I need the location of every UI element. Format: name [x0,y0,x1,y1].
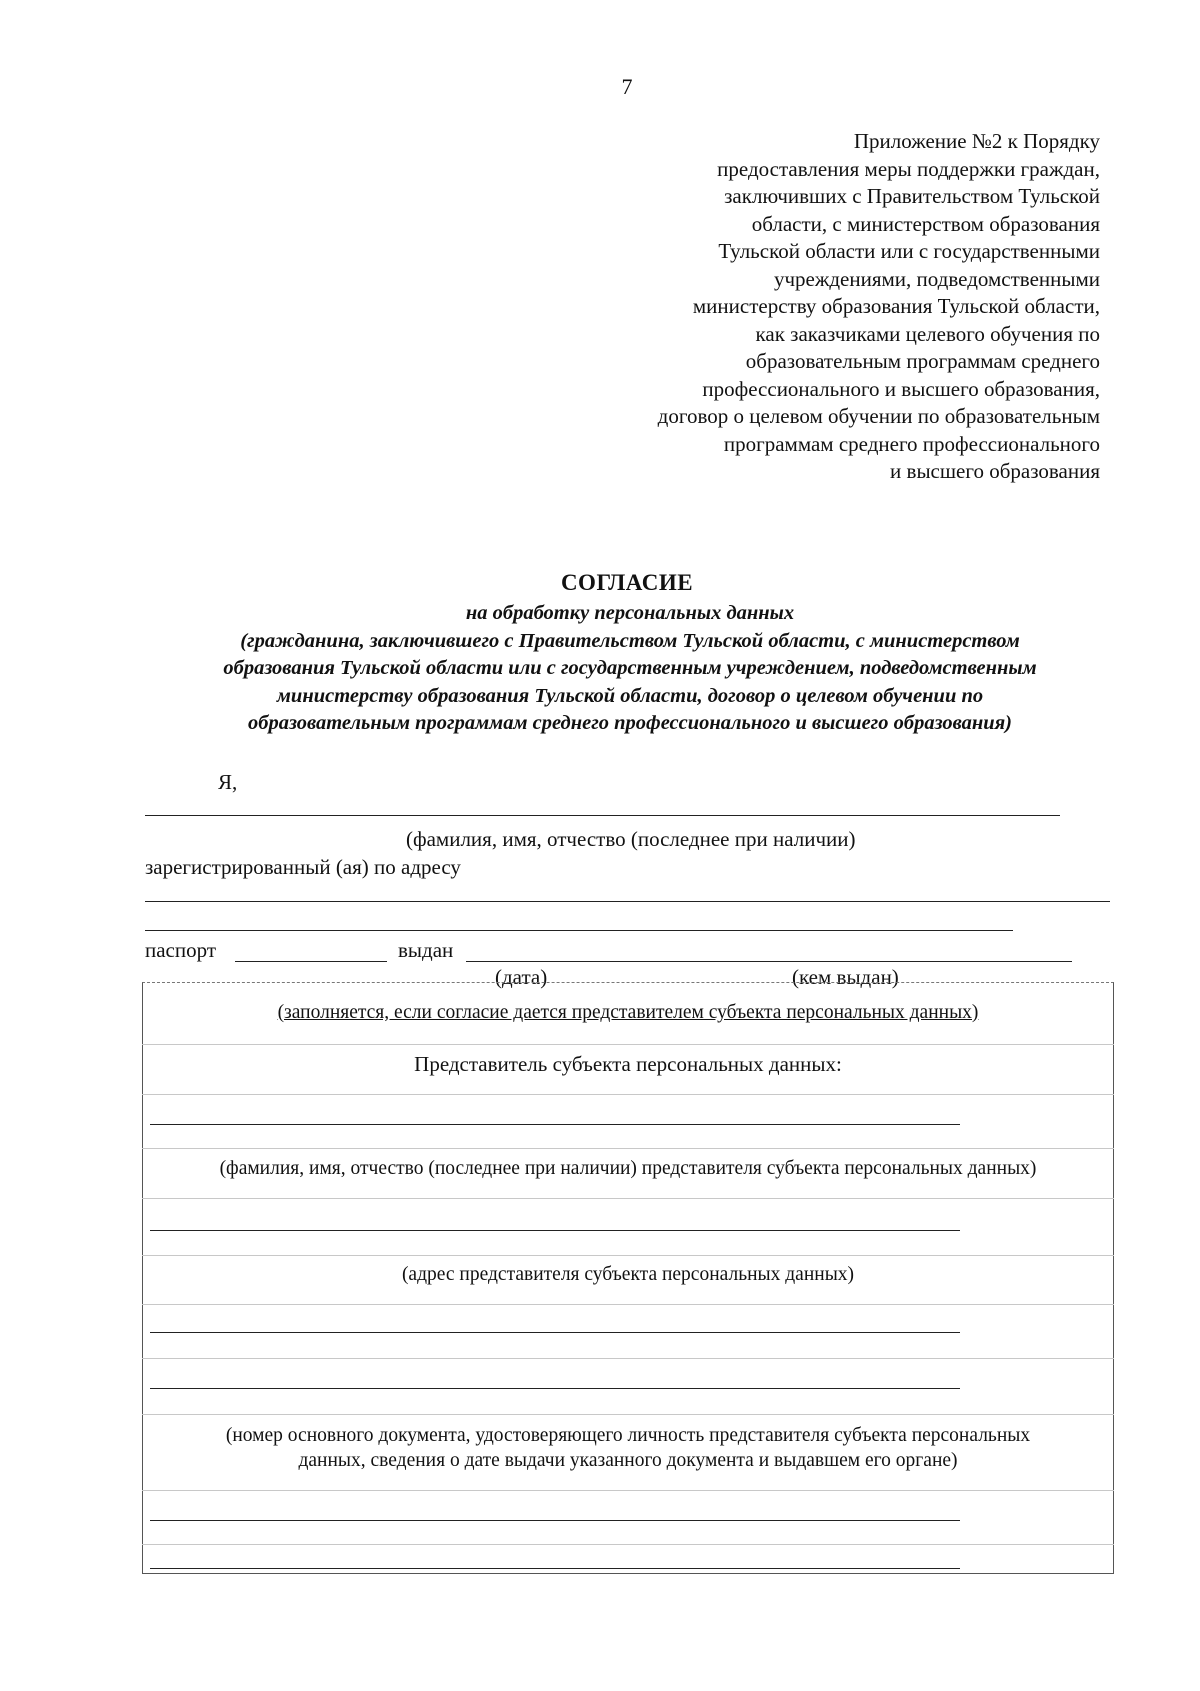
document-title: СОГЛАСИЕ [560,570,694,595]
annex-line: предоставления меры поддержки граждан, [717,156,1100,181]
annex-line: заключивших с Правительством Тульской [724,184,1100,208]
annex-line: министерству образования Тульской области, [692,294,1100,318]
issued-by-caption: (кем выдан) [792,965,899,989]
i-label: Я, [218,770,238,794]
fio-field-line[interactable] [145,815,1060,816]
subtitle-line: (гражданина, заключившего с Правительством Тульской области, с министерством [240,629,1020,652]
row-divider [142,1414,1114,1415]
annex-line: и высшего образования [890,459,1100,483]
address-field-line-2[interactable] [145,930,1013,931]
representative-fio-caption: (фамилия, имя, отчество (последнее при наличии) представителя субъекта персональных данных) [219,1158,1037,1179]
annex-line: образовательным программам среднего [745,349,1100,373]
annex-line: Приложение №2 к Порядку [853,129,1100,153]
annex-line: Тульской области или с государственными [718,239,1100,263]
address-label: зарегистрированный (ая) по адресу [145,855,461,879]
row-divider [142,1094,1114,1095]
representative-heading: Представитель субъекта персональных данных: [414,1052,842,1076]
annex-line: области, с министерством образования [751,211,1100,236]
passport-label: паспорт [145,938,217,962]
annex-line: договор о целевом обучении по образовательным [657,404,1100,428]
row-divider [142,1544,1114,1545]
annex-header [540,128,1100,486]
address-field-line[interactable] [145,901,1110,902]
page-number: 7 [621,74,633,99]
row-divider [142,1198,1114,1199]
representative-document-caption: (номер основного документа, удостоверяющего личность представителя субъекта персональных [225,1425,1031,1446]
subtitle-line: министерству образования Тульской области, договор о целевом обучении по [276,684,984,707]
subtitle-line: образовательным программам среднего профессионального и высшего образования) [247,712,1013,734]
representative-doc-line[interactable] [150,1332,960,1333]
row-divider [142,1490,1114,1491]
document-subtitle [130,600,1130,738]
row-divider [142,1044,1114,1045]
row-divider [142,1304,1114,1305]
issued-by-field-line[interactable] [466,961,1072,962]
subtitle-line: образования Тульской области или с государственным учреждением, подведомственным [223,657,1037,679]
representative-extra-line-2[interactable] [150,1568,960,1569]
representative-doc-line-2[interactable] [150,1388,960,1389]
fio-caption: (фамилия, имя, отчество (последнее при наличии) [406,827,856,851]
representative-document-caption-2: данных, сведения о дате выдачи указанного документа и выдавшем его органе) [298,1450,958,1471]
representative-extra-line[interactable] [150,1520,960,1521]
subtitle-line: на обработку персональных данных [465,602,795,624]
representative-address-caption: (адрес представителя субъекта персональных данных) [401,1264,855,1285]
representative-fio-line[interactable] [150,1124,960,1125]
date-caption: (дата) [495,965,548,989]
representative-address-line[interactable] [150,1230,960,1231]
row-divider [142,1148,1114,1149]
passport-date-field-line[interactable] [235,961,387,962]
row-divider [142,1358,1114,1359]
annex-line: профессионального и высшего образования, [702,376,1100,401]
annex-line: как заказчиками целевого обучения по [755,321,1100,346]
annex-line: учреждениями, подведомственными [773,266,1100,291]
issued-label: выдан [398,938,454,962]
representative-note: (заполняется, если согласие дается представителем субъекта персональных данных) [277,1002,979,1023]
row-divider [142,1255,1114,1256]
annex-line: программам среднего профессионального [723,431,1100,456]
